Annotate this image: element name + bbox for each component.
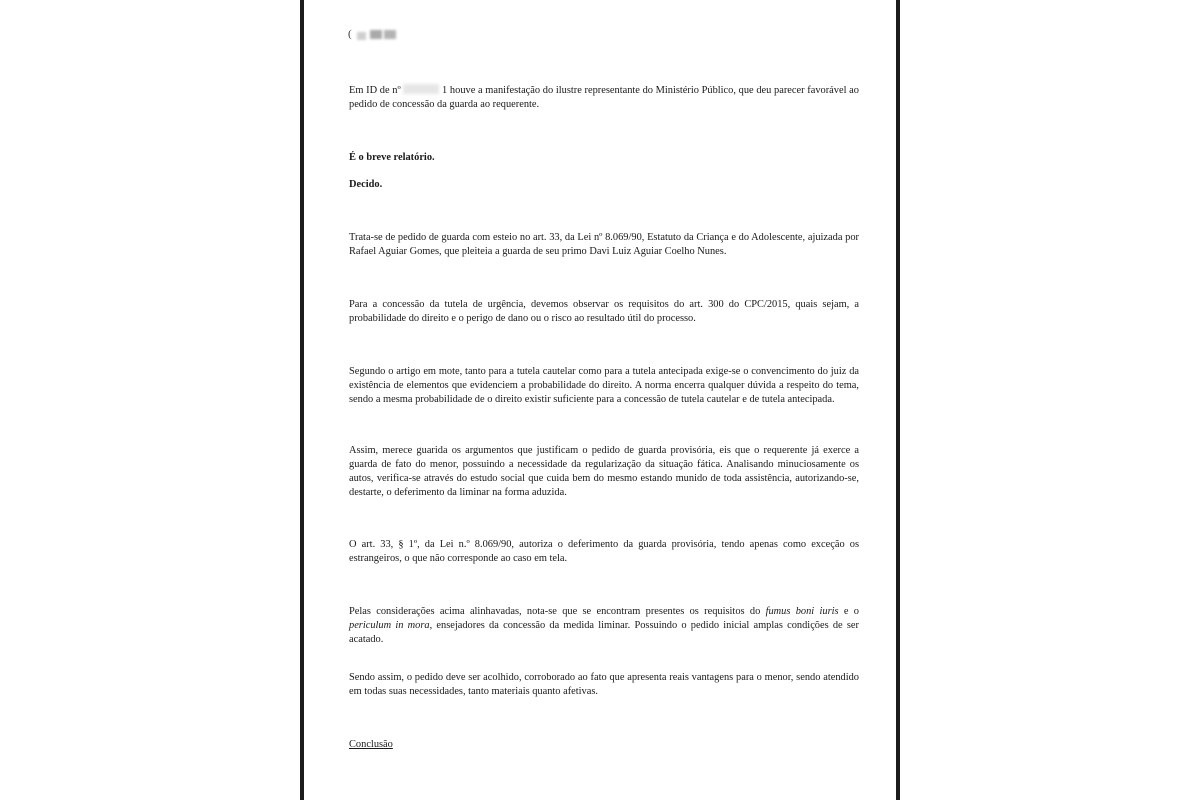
document-page	[300, 0, 900, 800]
paragraph-acolhido: Sendo assim, o pedido deve ser acolhido, corroborado ao fato que apresenta reais vantagens para o menor, sendo atendido em todas suas necessidades, tanto materiais quanto afetivas.	[349, 672, 859, 697]
decido-heading: Decido.	[349, 179, 383, 190]
paragraph-consideracoes	[349, 605, 859, 647]
breve-relatorio-heading: É o breve relatório.	[349, 152, 435, 163]
p1-prefix: Em ID de nº	[349, 85, 401, 96]
paragraph-pedido-guarda: Trata-se de pedido de guarda com esteio no art. 33, da Lei nº 8.069/90, Estatuto da Criança e do Adolescente, ajuizada por Rafael Aguiar Gomes, que pleiteia a guarda de seu primo Davi Luiz Aguiar Coelho Nunes.	[349, 232, 859, 257]
fumus-boni-iuris: fumus boni iuris	[765, 606, 839, 617]
paragraph-art-33: O art. 33, § 1º, da Lei n.º 8.069/90, autoriza o deferimento da guarda provisória, tendo apenas como exceção os estrangeiros, o que não corresponde ao caso em tela.	[349, 539, 859, 564]
redaction-block	[357, 32, 366, 40]
redacted-id	[403, 84, 439, 94]
p1-suffix: 1 houve a manifestação do ilustre representante do Ministério Público, que deu parecer favorável ao pedido de concessão da guarda ao requerente.	[349, 85, 859, 110]
p7-part-a: Pelas considerações acima alinhavadas, nota-se que se encontram presentes os requisitos do	[349, 606, 766, 617]
paragraph-tutela-urgencia: Para a concessão da tutela de urgência, devemos observar os requisitos do art. 300 do CPC/2015, quais sejam, a probabilidade do direito e o perigo de dano ou o risco ao resultado útil do processo.	[349, 299, 859, 324]
redaction-block	[370, 30, 382, 39]
p7-part-b: e o	[838, 606, 859, 617]
paragraph-guarida: Assim, merece guarida os argumentos que justificam o pedido de guarda provisória, eis que o requerente já exerce a guarda de fato do menor, possuindo a necessidade da regularização da situação fática. Analisando minuciosamente os autos, verifica-se através do estudo social que cuida bem do mesmo estando munido de toda assistência, autorizando-se, destarte, o deferimento da liminar na forma aduzida.	[349, 445, 859, 498]
conclusao-heading: Conclusão	[349, 739, 393, 750]
p7-part-c: , ensejadores da concessão da medida liminar. Possuindo o pedido inicial amplas condições de ser acatado.	[349, 620, 859, 645]
periculum-in-mora: periculum in mora	[349, 620, 430, 631]
redacted-header	[348, 30, 408, 42]
redaction-block	[384, 30, 396, 39]
paragraph-ministerio-publico	[349, 84, 859, 112]
paragraph-probabilidade-direito: Segundo o artigo em mote, tanto para a tutela cautelar como para a tutela antecipada exige-se o convencimento do juiz da existência de elementos que evidenciem a probabilidade do direito. A norma encerra qualquer dúvida a respeito do tema, sendo a mesma probabilidade de o direito existir suficiente para a concessão de tutela cautelar e de tutela antecipada.	[349, 366, 859, 405]
header-paren: (	[348, 28, 352, 40]
